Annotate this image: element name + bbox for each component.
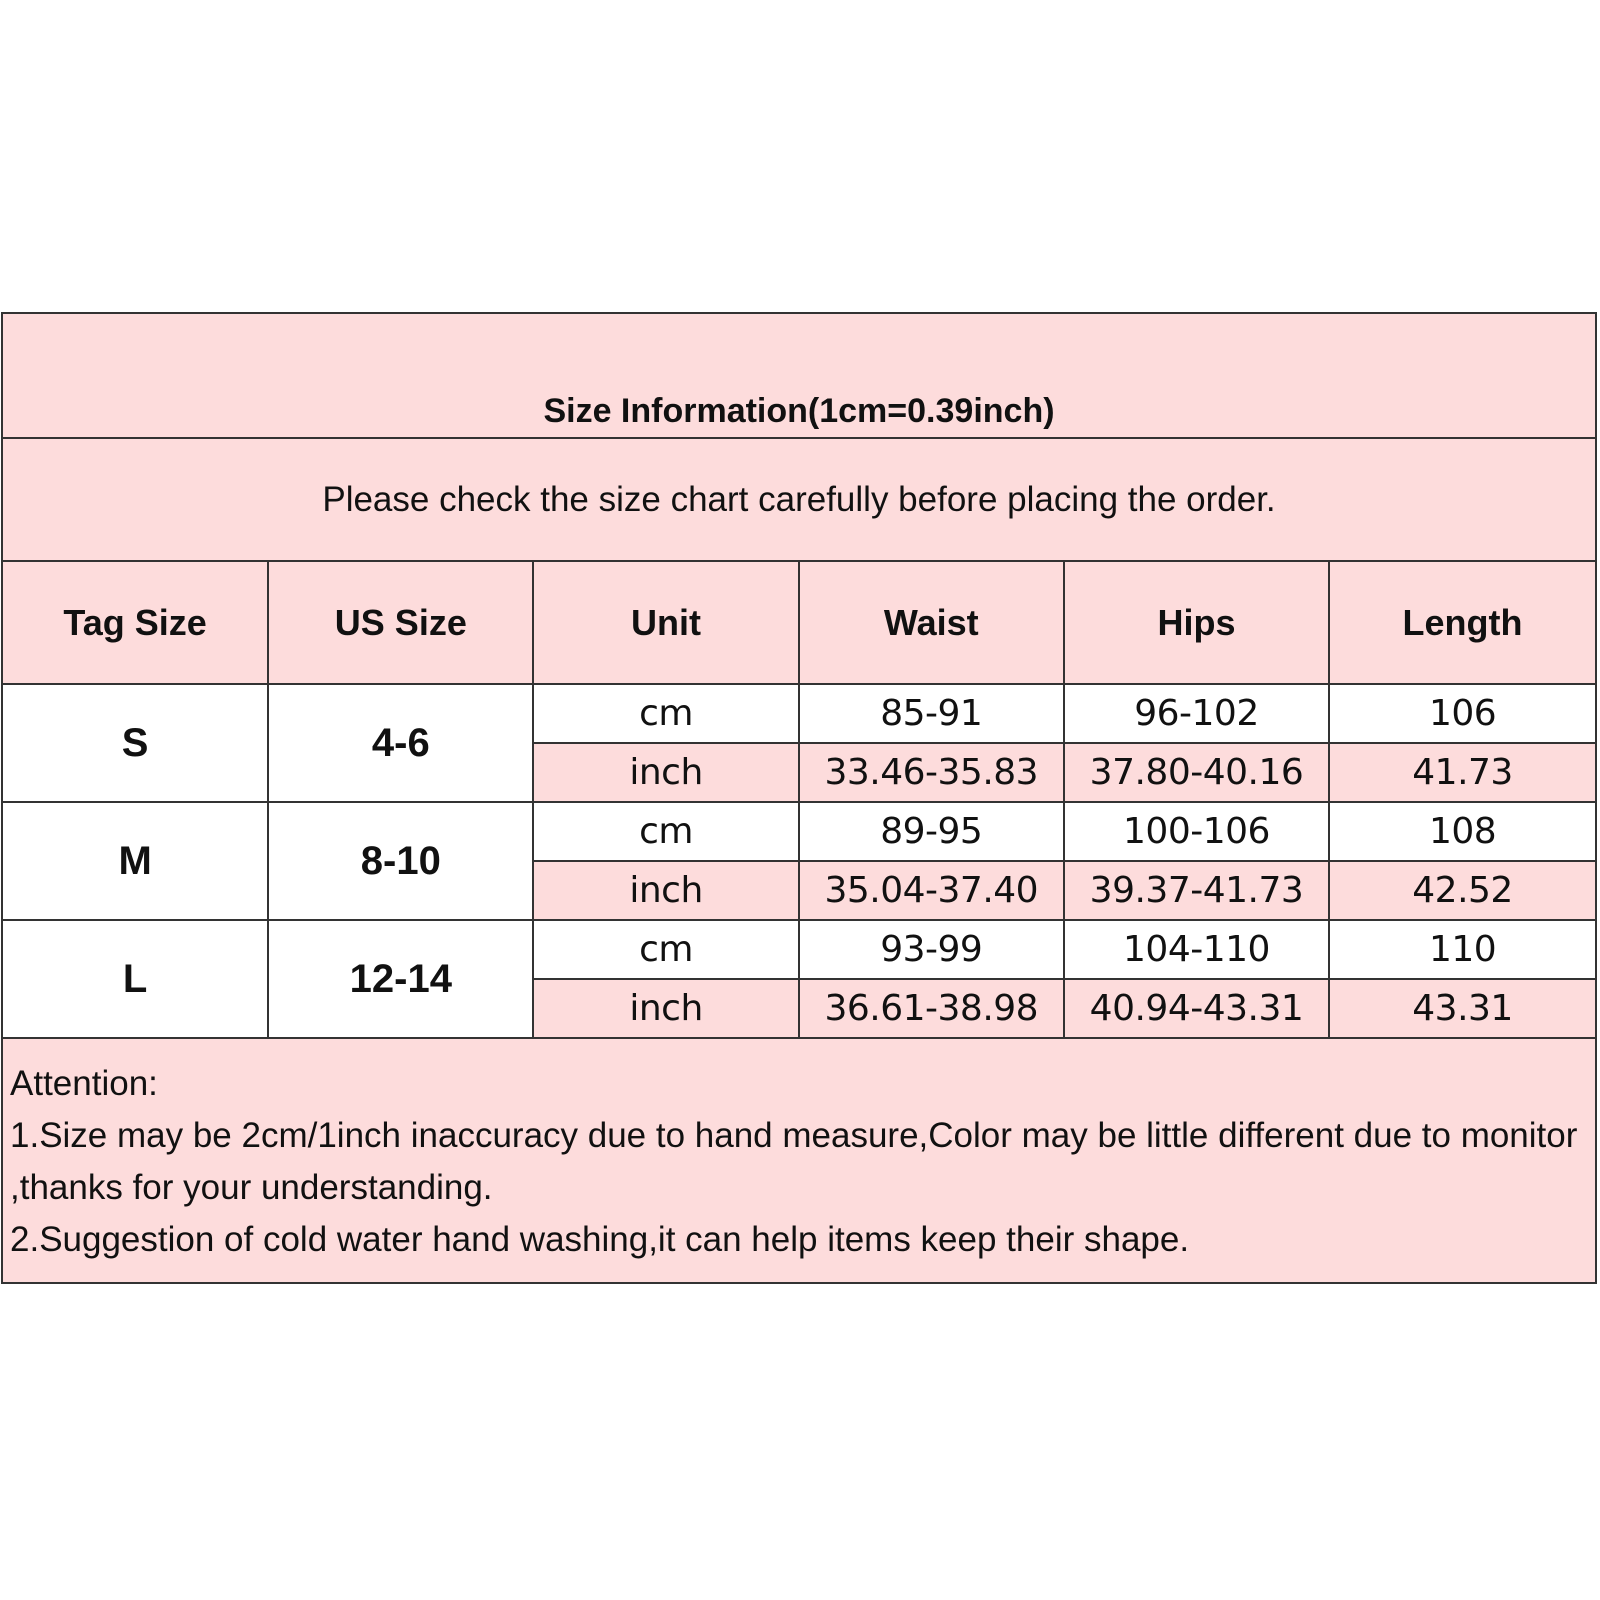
waist-cell: 85-91 <box>799 684 1064 743</box>
hips-cell: 40.94-43.31 <box>1064 979 1329 1038</box>
header-hips: Hips <box>1064 562 1329 684</box>
waist-cell: 35.04-37.40 <box>799 861 1064 920</box>
waist-cell: 33.46-35.83 <box>799 743 1064 802</box>
tag-size-cell: L <box>3 920 268 1038</box>
waist-cell: 89-95 <box>799 802 1064 861</box>
header-waist: Waist <box>799 562 1064 684</box>
length-cell: 110 <box>1329 920 1595 979</box>
hips-cell: 37.80-40.16 <box>1064 743 1329 802</box>
chart-title: Size Information(1cm=0.39inch) <box>543 392 1055 430</box>
header-row <box>3 562 1595 684</box>
attention-item-1: 1.Size may be 2cm/1inch inaccuracy due to hand measure,Color may be little different due to monitor ,thanks for your understanding. <box>10 1116 1578 1207</box>
length-cell: 41.73 <box>1329 743 1595 802</box>
tag-size-cell: M <box>3 802 268 920</box>
table-row <box>3 920 1595 979</box>
table-row <box>3 802 1595 861</box>
length-cell: 106 <box>1329 684 1595 743</box>
us-size-cell: 4-6 <box>268 684 533 802</box>
size-chart <box>1 312 1597 1284</box>
unit-cell: cm <box>533 802 798 861</box>
attention-notes <box>3 1036 1595 1282</box>
waist-cell: 93-99 <box>799 920 1064 979</box>
hips-cell: 39.37-41.73 <box>1064 861 1329 920</box>
hips-cell: 104-110 <box>1064 920 1329 979</box>
header-us-size: US Size <box>268 562 533 684</box>
us-size-cell: 12-14 <box>268 920 533 1038</box>
hips-cell: 100-106 <box>1064 802 1329 861</box>
unit-cell: cm <box>533 684 798 743</box>
notice-text: Please check the size chart carefully before placing the order. <box>322 479 1276 519</box>
length-cell: 43.31 <box>1329 979 1595 1038</box>
notice-row <box>3 439 1595 562</box>
size-table <box>3 562 1595 1039</box>
tag-size-cell: S <box>3 684 268 802</box>
unit-cell: inch <box>533 861 798 920</box>
hips-cell: 96-102 <box>1064 684 1329 743</box>
header-tag-size: Tag Size <box>3 562 268 684</box>
waist-cell: 36.61-38.98 <box>799 979 1064 1038</box>
header-length: Length <box>1329 562 1595 684</box>
length-cell: 108 <box>1329 802 1595 861</box>
header-unit: Unit <box>533 562 798 684</box>
length-cell: 42.52 <box>1329 861 1595 920</box>
attention-heading: Attention: <box>10 1064 158 1103</box>
title-row <box>3 314 1595 439</box>
unit-cell: inch <box>533 979 798 1038</box>
us-size-cell: 8-10 <box>268 802 533 920</box>
table-row <box>3 684 1595 743</box>
attention-item-2: 2.Suggestion of cold water hand washing,it can help items keep their shape. <box>10 1220 1190 1259</box>
unit-cell: inch <box>533 743 798 802</box>
unit-cell: cm <box>533 920 798 979</box>
